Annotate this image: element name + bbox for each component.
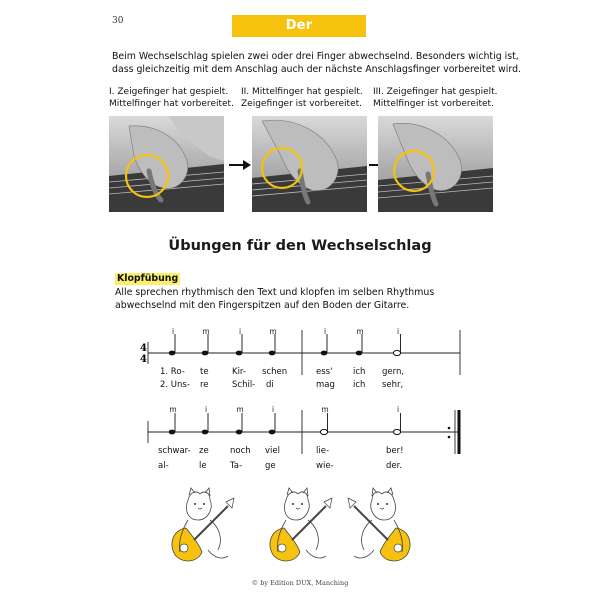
lyric: mag [316,380,335,390]
page-title: Der Wechselschlag [232,15,366,37]
time-signature-bottom: 4 [140,354,147,365]
lyric: al- [158,461,169,471]
finger-label: m [269,327,277,336]
lyric: viel [265,446,280,456]
cat-guitar-illustration [342,486,424,566]
finger-label: i [171,327,175,336]
time-signature-top: 4 [140,343,147,354]
finger-label: i [271,405,275,414]
exercise-title: Klopfübung [117,273,179,284]
lyric: ich [353,367,366,377]
lyric: der. [386,461,403,471]
lyric: Ta- [230,461,243,471]
cat-guitar-illustration [256,486,338,566]
lyric: gern, [382,367,405,377]
lyric: Schil- [232,380,256,390]
lyric: noch [230,446,251,456]
lyric: lie- [316,446,330,456]
caption-line: Mittelfinger ist vorbereitet. [373,99,494,109]
note-group [169,413,401,435]
finger-label: i [396,405,400,414]
lyric: wie- [316,461,334,471]
caption-line: II. Mittelfinger hat gespielt. [241,87,363,97]
lyric: di [266,380,274,390]
finger-label: i [238,327,242,336]
lyric: le [199,461,207,471]
finger-label: m [356,327,364,336]
lyric: te [200,367,209,377]
finger-label: m [169,405,177,414]
finger-label: m [321,405,329,414]
section-title: Übungen für den Wechselschlag [168,238,432,254]
lyric: schwar- [158,446,191,456]
lyric: sehr, [382,380,404,390]
caption-line: I. Zeigefinger hat gespielt. [109,87,229,97]
lyric: re [200,380,209,390]
caption-line: Mittelfinger hat vorbereitet. [109,99,234,109]
lyric: ber! [386,446,404,456]
copyright-notice: © by Edition DUX, Manching [251,579,349,587]
exercise-line: Alle sprechen rhythmisch den Text und klopfen im selben Rhythmus [115,287,435,298]
cat-guitar-illustration [158,486,240,566]
finger-label: i [323,327,327,336]
lyric: 2. Uns- [160,380,190,390]
lyric: ess' [316,367,333,377]
exercise-line: abwechselnd mit den Fingerspitzen auf den Boden der Gitarre. [115,300,410,311]
caption-line: III. Zeigefinger hat gespielt. [373,87,498,97]
lyric: 1. Ro- [160,367,185,377]
finger-label: m [236,405,244,414]
lyric: Kir- [232,367,246,377]
finger-label: m [202,327,210,336]
finger-label: i [204,405,208,414]
lyric: ge [265,461,276,471]
finger-label: i [396,327,400,336]
lyric: ich [353,380,366,390]
intro-line: dass gleichzeitig mit dem Anschlag auch der nächste Anschlagsfinger vorbereitet wird. [112,64,522,75]
lyric: ze [199,446,209,456]
lyric: schen [262,367,288,377]
page-number: 30 [112,16,124,26]
caption-line: Zeigefinger ist vorbereitet. [241,99,362,109]
intro-line: Beim Wechselschlag spielen zwei oder drei Finger abwechselnd. Besonders wichtig ist, [112,51,519,62]
